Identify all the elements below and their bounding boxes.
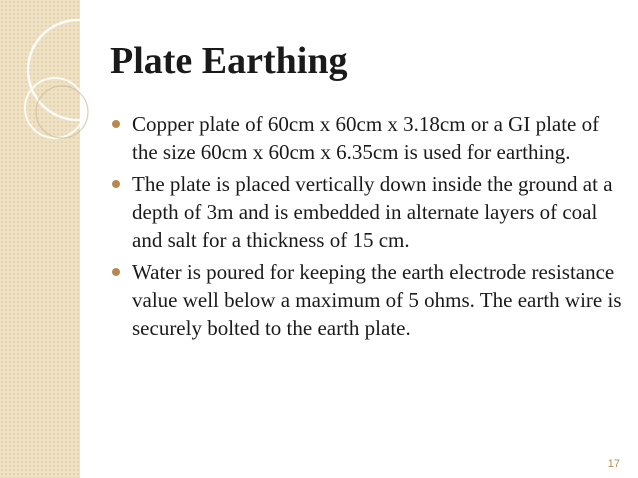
bullet-item-water-resistance: [112, 258, 622, 342]
bullet-dot-icon: [112, 120, 120, 128]
bullet-dot-icon: [112, 180, 120, 188]
bullet-item-copper-plate: [112, 110, 622, 166]
bullet-list: [112, 110, 622, 346]
decorative-side-band: [0, 0, 80, 478]
slide-number: 17: [607, 458, 620, 470]
bullet-dot-icon: [112, 268, 120, 276]
bullet-text: Copper plate of 60cm x 60cm x 3.18cm or a GI plate of the size 60cm x 60cm x 6.35cm is used for earthing.: [132, 112, 600, 164]
slide-title: Plate Earthing: [110, 40, 348, 82]
bullet-text: The plate is placed vertically down inside the ground at a depth of 3m and is embedded in alternate layers of coal and salt for a thickness of 15 cm.: [132, 172, 613, 252]
bullet-item-plate-placement: [112, 170, 622, 254]
bullet-text: Water is poured for keeping the earth electrode resistance value well below a maximum of 5 ohms. The earth wire is securely bolted to the earth plate.: [132, 260, 622, 340]
